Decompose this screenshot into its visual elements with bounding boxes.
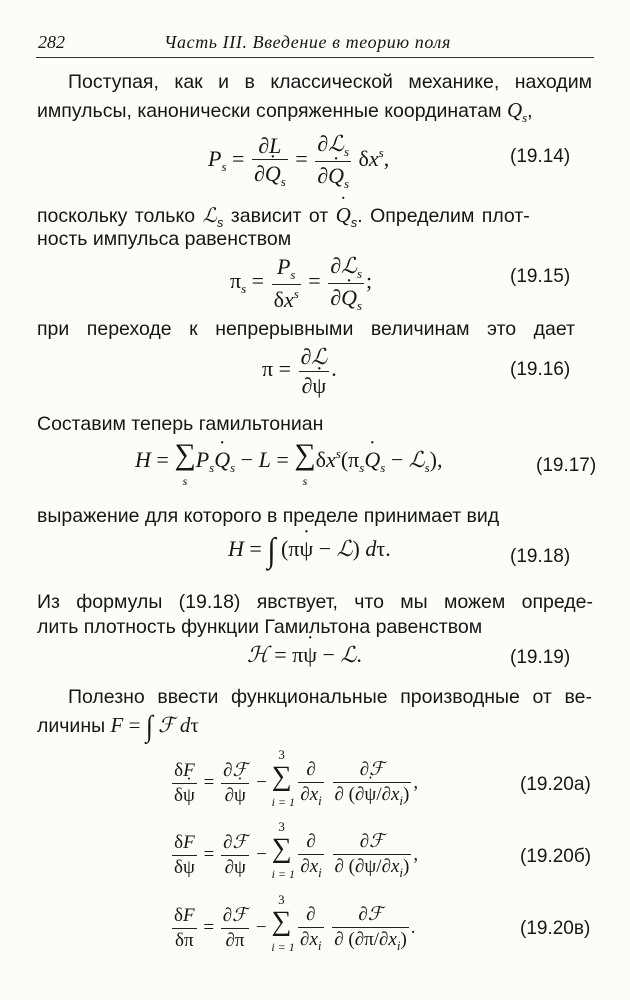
equation-number-19-16: (19.16) [510, 359, 571, 380]
equation-19-20a: $\frac{\delta F}{\delta\psi}$ ˙ = ∂ℱ ∂ψ ˙ − 3 ∑ i = 1 ∂ $\partial x_i$ ∂ℱ ∂ (∂ψ $˙/\partial x_i$) , [170, 760, 418, 808]
equation-number-19-20b: (19.20б) [520, 846, 592, 867]
paragraph-3: при переходе к непрерывными величинам это дает [37, 318, 575, 340]
paragraph-6-line-2: лить плотность функции Гамильтона равенством [37, 616, 483, 638]
equation-19-18: H = ∫ (πψ ˙ − ℒ) dτ. [228, 536, 391, 566]
running-title: Часть III. Введение в теорию поля [164, 32, 451, 52]
equation-19-20b: $\frac{\delta F}{\delta\psi}$ = ∂ℱ ∂ψ − 3 ∑ i = 1 ∂ $\partial x_i$ ∂ℱ ∂ $(\partial\psi/\partial x_i)$ , [174, 818, 419, 881]
paragraph-1-line-2: импульсы, канонически сопряженные координатам $Q_s$, [37, 98, 533, 125]
paragraph-1-line-1: Поступая, как и в классической механике, находим [68, 71, 592, 93]
equation-19-19: ℋ = πψ ˙ − ℒ. [247, 644, 362, 667]
paragraph-5: выражение для которого в пределе принимает вид [37, 505, 500, 527]
equation-19-14: $P_s$ = $\frac{\partial L}{\partial Q ˙_s}$ = ∂ℒ$_s$ ∂Q $˙_s$ $\delta x^s$, [208, 132, 389, 190]
equation-number-19-20a: (19.20а) [520, 774, 591, 795]
equation-19-20c: $\frac{\delta F}{\delta\pi}$ = ∂ℱ ∂π − 3 ∑ i = 1 ∂ $\partial x_i$ ∂ℱ ∂ $(\partial\pi/\partial x_i)$ . [174, 891, 416, 954]
header-rule [36, 57, 594, 58]
paragraph-2-line-2: ность импульса равенством [37, 228, 292, 250]
equation-19-16: π = ∂ℒ ∂ψ ˙ . [262, 345, 337, 397]
equation-number-19-14: (19.14) [510, 146, 571, 167]
running-header [38, 32, 592, 54]
equation-number-19-20c: (19.20в) [520, 918, 591, 939]
equation-19-17: H = ∑ s $P_sQ$ $˙_s - L$ = ∑ s $\delta x^s(\pi_sQ$ $˙_s$ − ℒ$_s$), [135, 440, 442, 484]
page-number: 282 [38, 32, 65, 52]
paragraph-2-line-1: поскольку только ℒ$_s$ зависит от Q $˙_s$. Определим плот- [37, 205, 597, 229]
equation-number-19-15: (19.15) [510, 266, 571, 287]
paragraph-7-line-2: личины F = ∫ ℱ dτ [37, 709, 199, 744]
paragraph-6-line-1: Из формулы (19.18) явствует, что мы можем опреде- [37, 591, 593, 613]
equation-number-19-17: (19.17) [536, 455, 597, 476]
equation-19-15: $\pi_s$ = $P_s$ $\delta x^s$ = ∂ℒ$_s$ ∂Q $˙_s$ ; [230, 254, 372, 312]
paragraph-4: Составим теперь гамильтониан [37, 413, 324, 435]
equation-number-19-18: (19.18) [510, 546, 571, 567]
equation-number-19-19: (19.19) [510, 647, 571, 668]
paragraph-7-line-1: Полезно ввести функциональные производные от ве- [68, 686, 592, 708]
